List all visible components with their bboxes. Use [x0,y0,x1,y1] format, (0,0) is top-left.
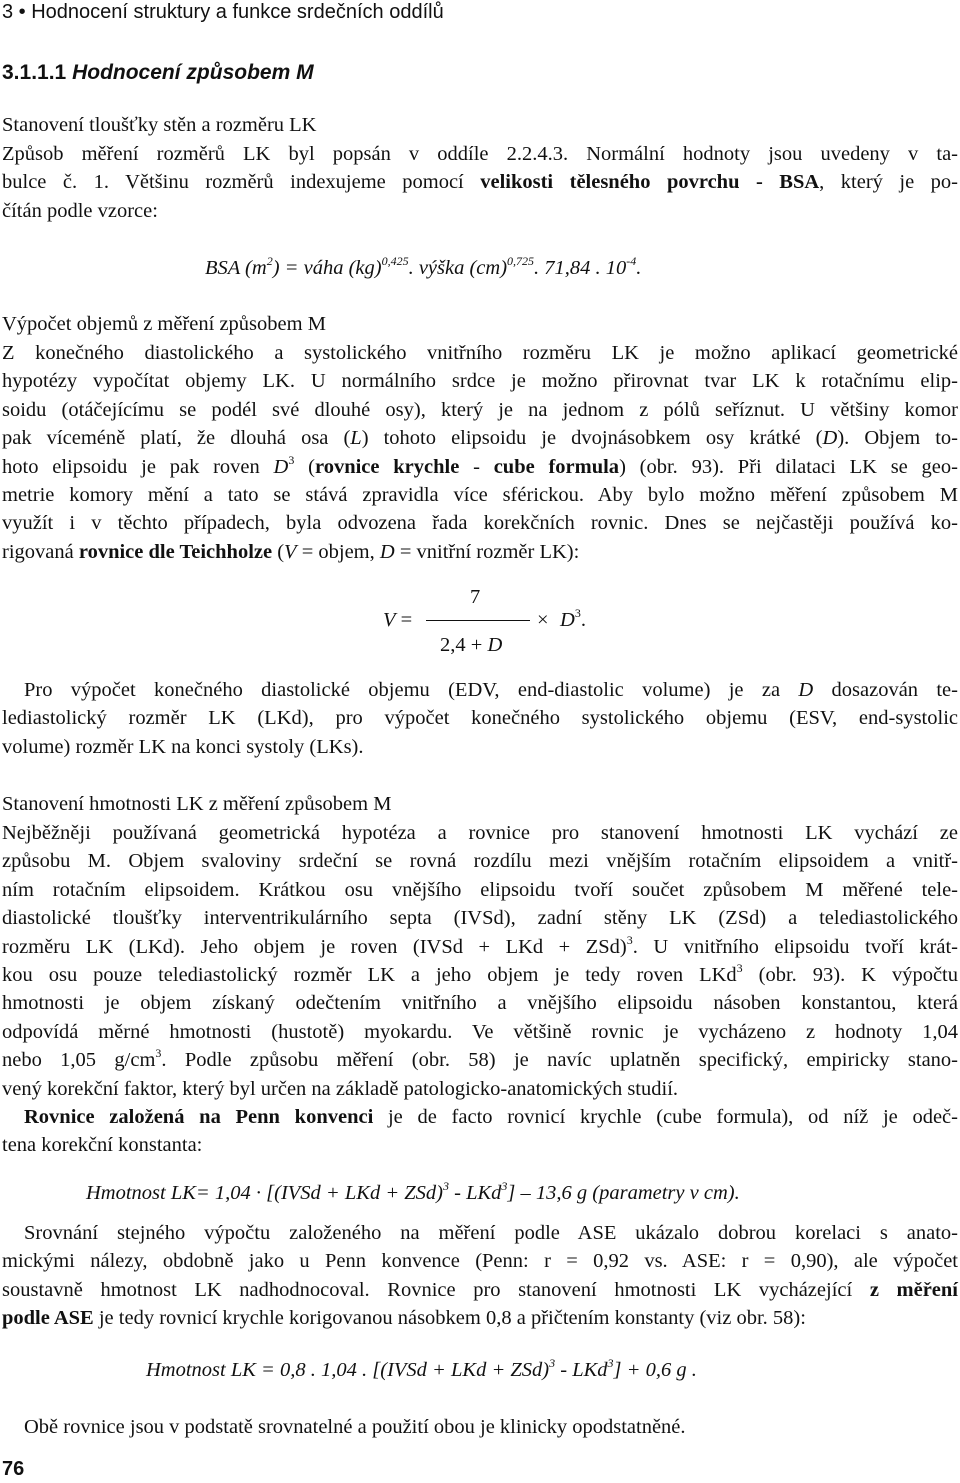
paragraph-edv-esv [2,676,958,761]
text-line: rigovaná rovnice dle Teichholze (V = objem, D = vnitřní rozměr LK): [2,540,580,563]
formula-rhs: $D^3$. [560,606,586,631]
text-line: Pro výpočet konečného diastolické objemu (EDV, end-diastolic volume) je za D dosazován te- [24,679,958,701]
subheading-wall-thickness: Stanovení tloušťky stěn a rozměru LK [2,114,317,136]
text-line: soidu (otáčejícímu se podél své dlouhé osy), který je na jednom z pólů seříznut. U většiny komor [2,398,958,421]
formula-numerator: 7 [470,586,481,608]
formula-bsa: BSA $(m^2)$ = váha (kg)$^{0,425}$. výška (cm)$^{0,725}$. 71,84 . $10^{-4}$. [205,254,642,279]
text-line: volume) rozměr LK na konci systoly (LKs). [2,735,364,758]
text-line: soustavně hmotnost LK nadhodnocoval. Rovnice pro stanovení hmotnosti LK vycházející z měření [2,1278,958,1301]
paragraph-volumes [2,339,958,566]
bold-phrase: Rovnice založená na Penn konvenci [24,1105,374,1128]
text-line: vený korekční faktor, který byl určen na základě patologicko-anatomických studií. [2,1077,679,1100]
text-line: způsobu M. Objem svaloviny srdeční se rovná rozdílu mezi vnějším rotačním elipsoidem a vnitř- [2,850,958,873]
text-line: rozměru LK (LKd). Jeho objem je roven (IVSd + LKd + ZSd)$^3$. U vnitřního elipsoidu tvoří krát- [2,932,958,958]
text-line: využít i v těchto případech, byla odvozena řada korekčních rovnic. Dnes se nejčastěji používá ko- [2,512,958,535]
running-head: 3 • Hodnocení struktury a funkce srdečních oddílů [2,1,444,23]
text-line: hypotézy vypočítat objemy LK. U normálního srdce je možno přirovnat tvar LK k rotačnímu elip- [2,370,958,393]
paragraph-mass [2,819,958,1160]
text-line: diastolické tloušťky interventrikulárního septa (IVSd), zadní stěny LK (ZSd) a telediastolického [2,907,958,930]
text-line: Srovnání stejného výpočtu založeného na měření podle ASE ukázalo dobrou korelaci s anato- [24,1222,958,1244]
formula-times: × [537,609,549,631]
text-line: hoto elipsoidu je pak roven $D^3$ (rovnice krychle - cube formula) (obr. 93). Při dilataci LK se geo- [2,452,958,478]
text-line: Rovnice založená na Penn konvenci je de facto rovnicí krychle (cube formula), od níž je odeč- [24,1105,958,1128]
text-line: Obě rovnice jsou v podstatě srovnatelné a použití obou je klinicky opodstatněné. [24,1416,686,1438]
formula-ase: Hmotnost LK = 0,8 . 1,04 . [(IVSd + LKd + ZSd)$^3$ - LKd$^3$] + 0,6 g . [146,1356,697,1381]
paragraph-lk-dimensions [2,140,958,225]
formula-denominator: 2,4 + D [440,634,503,656]
text-line: pak víceméně platí, že dlouhá osa (L) tohoto elipsoidu je dvojnásobkem osy krátké (D). Objem to- [2,427,958,450]
text-line: metrie komory mění a tato se stává zpravidla více sférickou. Aby bylo možno měření způsobem M [2,483,958,506]
text-line: lediastolický rozměr LK (LKd), pro výpočet konečného systolického objemu (ESV, end-systolic [2,707,958,730]
subheading-volumes: Výpočet objemů z měření způsobem M [2,313,326,335]
formula-penn: Hmotnost LK= 1,04 · [(IVSd + LKd + ZSd)$^3$ - LKd$^3$] – 13,6 g (parametry v cm). [86,1179,740,1204]
text-line: bulce č. 1. Většinu rozměrů indexujeme pomocí velikosti tělesného povrchu - BSA, který je po- [2,171,958,194]
page-number: 76 [2,1458,25,1480]
text-line: čítán podle vzorce: [2,199,158,222]
text-line: Nejběžněji používaná geometrická hypotéza a rovnice pro stanovení hmotnosti LK vychází ze [2,822,958,844]
text-line: tena korekční konstanta: [2,1134,203,1157]
text-line: kou osu pouze telediastolický rozměr LK a jeho objem je tedy roven LKd$^3$ (obr. 93). K výpočtu [2,960,958,986]
text-line: nebo 1,05 $g/cm^3$. Podle způsobu měření (obr. 58) je navíc uplatněn specifický, empiricky stano- [2,1046,958,1072]
formula-lhs: V = [383,609,413,631]
text-line: odpovídá měrné hmotnosti (hustotě) myokardu. Ve většině rovnic je vycházeno z hodnoty 1,04 [2,1020,958,1043]
section-number: 3.1.1.1 [2,61,67,84]
text-line: Způsob měření rozměrů LK byl popsán v oddíle 2.2.4.3. Normální hodnoty jsou uvedeny v ta- [2,143,958,165]
subheading-mass: Stanovení hmotnosti LK z měření způsobem M [2,793,392,815]
text-line: Z konečného diastolického a systolického vnitřního rozměru LK je možno aplikací geometrické [2,342,958,364]
section-title: Hodnocení způsobem M [72,61,314,84]
text-line: ním rotačním elipsoidem. Krátkou osu vnějšího elipsoidu tvoří součet způsobem M měřené tele- [2,878,958,901]
paragraph-closing [2,1413,958,1441]
text-line: podle ASE je tedy rovnicí krychle korigovanou násobkem 0,8 a přičtením konstanty (viz obr. 58): [2,1307,806,1330]
fraction-bar [426,620,530,621]
bold-phrase: velikosti tělesného povrchu - BSA [480,171,820,194]
paragraph-ase [2,1219,958,1333]
text-line: hmotnosti je objem získaný odečtením vnitřního a vnějšího elipsoidu násoben konstantou, která [2,992,958,1015]
text-line: mickými nálezy, obdobně jako u Penn konvence (Penn: r = 0,92 vs. ASE: r = 0,90), ale výpočet [2,1250,958,1273]
section-heading [2,60,314,86]
